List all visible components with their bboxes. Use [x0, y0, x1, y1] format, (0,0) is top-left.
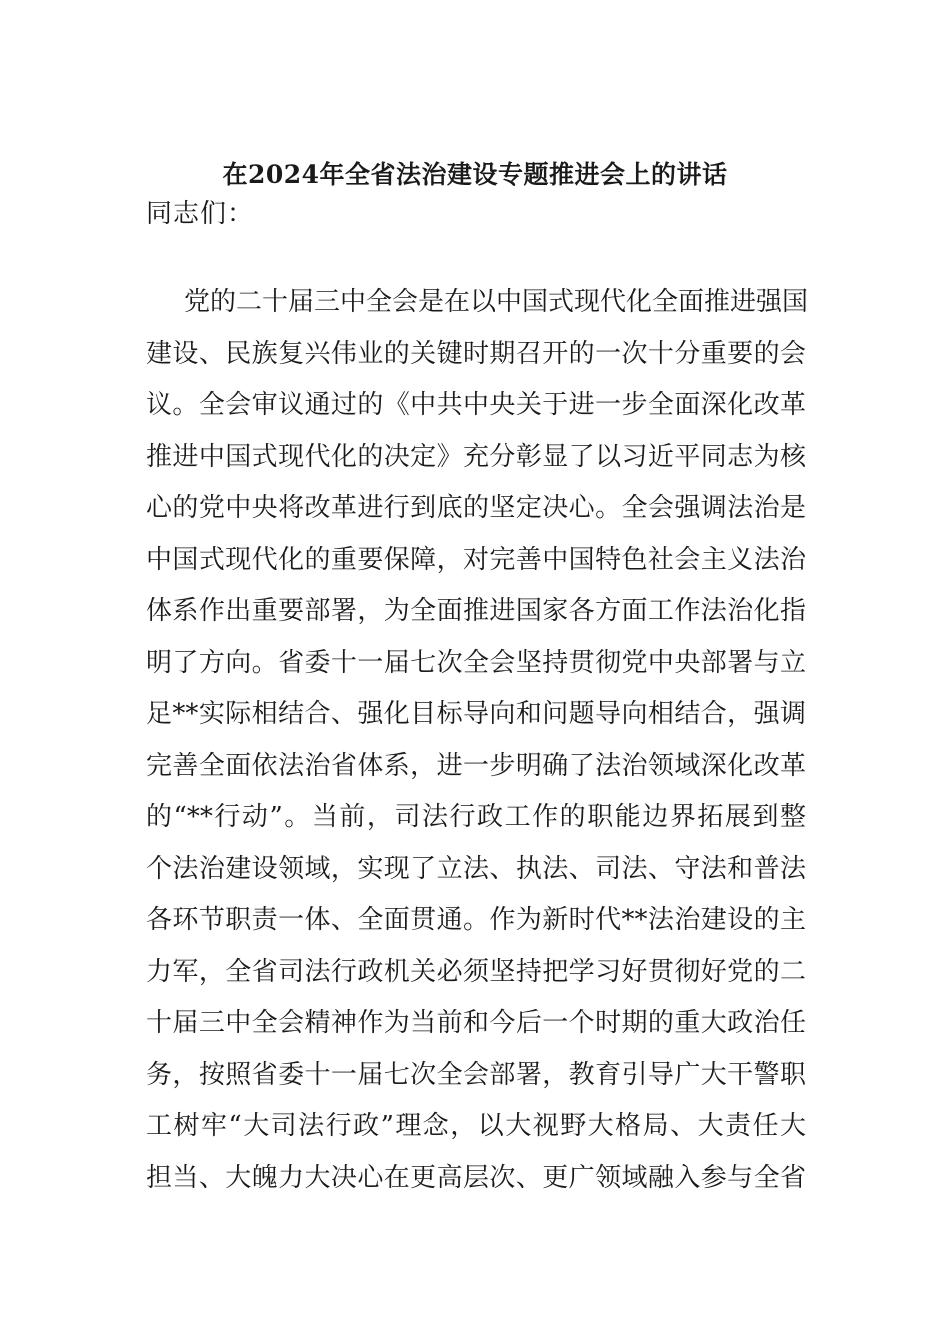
- paragraph-line: 议。全会审议通过的《中共中央关于进一步全面深化改革: [146, 390, 806, 420]
- document-title: 在2024年全省法治建设专题推进会上的讲话: [222, 160, 728, 189]
- paragraph-line: 体系作出重要部署，为全面推进国家各方面工作法治化指: [146, 596, 806, 626]
- paragraph-line: 担当、大魄力大决心在更高层次、更广领域融入参与全省: [146, 1162, 806, 1193]
- salutation: 同志们：: [146, 199, 255, 229]
- paragraph-line: 完善全面依法治省体系，进一步明确了法治领域深化改革: [146, 750, 806, 781]
- body-paragraph: [146, 277, 809, 1204]
- paragraph-line: 个法治建设领域，实现了立法、执法、司法、守法和普法: [146, 853, 806, 884]
- paragraph-line: 明了方向。省委十一届七次全会坚持贯彻党中央部署与立: [146, 647, 806, 678]
- paragraph-line: 中国式现代化的重要保障，对完善中国特色社会主义法治: [146, 544, 806, 575]
- paragraph-line: 务，按照省委十一届七次全会部署，教育引导广大干警职: [146, 1059, 806, 1090]
- paragraph-line: 力军，全省司法行政机关必须坚持把学习好贯彻好党的二: [146, 956, 806, 987]
- paragraph-line: 工树牢“大司法行政”理念，以大视野大格局、大责任大: [146, 1111, 806, 1141]
- paragraph-line: 建设、民族复兴伟业的关键时期召开的一次十分重要的会: [146, 338, 806, 369]
- paragraph-line: 各环节职责一体、全面贯通。作为新时代**法治建设的主: [146, 905, 806, 935]
- paragraph-line: 足**实际相结合、强化目标导向和问题导向相结合，强调: [146, 699, 806, 729]
- paragraph-line: 十届三中全会精神作为当前和今后一个时期的重大政治任: [146, 1008, 806, 1038]
- paragraph-line: 的“**行动”。当前，司法行政工作的职能边界拓展到整: [146, 802, 806, 832]
- paragraph-line: 党的二十届三中全会是在以中国式现代化全面推进强国: [184, 287, 809, 317]
- paragraph-line: 推进中国式现代化的决定》充分彰显了以习近平同志为核: [146, 441, 806, 472]
- paragraph-line: 心的党中央将改革进行到底的坚定决心。全会强调法治是: [146, 493, 806, 523]
